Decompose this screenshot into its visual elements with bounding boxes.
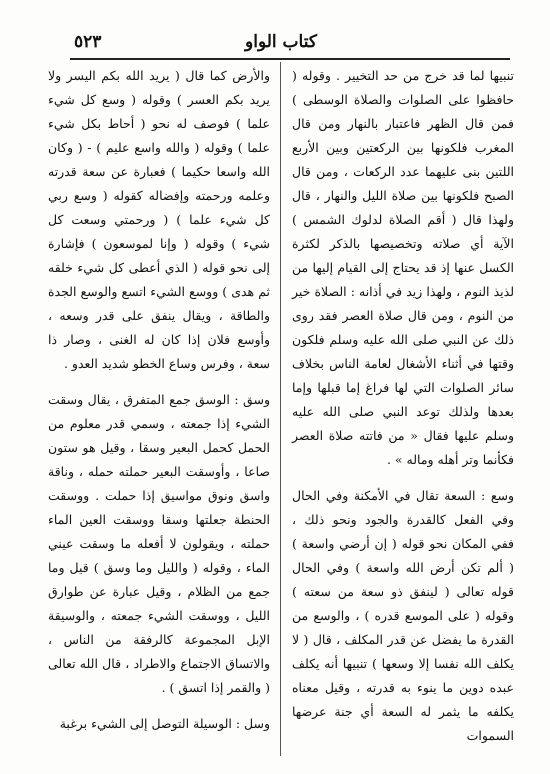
page-number: ٥٢٣ [74,32,102,52]
paragraph-gap [48,376,270,388]
page-header [70,30,492,54]
entry-wasaq: وسق : الوسق جمع المتفرق ، يقال وسقت الشيء إذا جمعته ، وسمي قدر معلوم من الحمل كحمل البعير وسقا ، وقيل هو ستون صاعا ، وأوسقت البعير حملته حمله ، وناقة واسق ونوق مواسيق إذا حملت . ووسقت الحنطة جعلتها وسقا ووسقت العين الماء حملته ، ويقولون لا أفعله ما وسقت عيني الماء ، وقوله ( والليل وما وسق ) قيل وما جمع من الظلام ، وقيل عبارة عن طوارق الليل ، ووسقت الشيء جمعته ، والوسيقة الإبل المجموعة كالرفقة من الناس ، والاتساق الاجتماع والاطراد ، قال الله تعالى ( والقمر إذا اتسق ) . [48,392,270,695]
running-title: كتاب الواو [245,32,317,52]
entry-wasal: وسل : الوسيلة التوصل إلى الشيء برغبة [59,716,270,731]
paragraph-wasa-continued: والأرض كما قال ( يريد الله بكم اليسر ولا يريد بكم العسر ) وقوله ( وسع كل شيء علما ) فوصف له نحو ( أحاط بكل شيء علما ) وقوله ( والله واسع عليم ) - ( وكان الله واسعا حكيما ) فعبارة عن سعة قدرته وعلمه ورحمته وإفضاله كقوله ( وسع ربي كل شيء علما ) ( ورحمتي وسعت كل شيء ) وقوله ( وإنا لموسعون ) فإشارة إلى نحو قوله ( الذي أعطى كل شيء خلقه ثم هدى ) ووسع الشيء اتسع والوسع الجدة والطاقة ، ويقال ينفق على قدر وسعه ، وأوسع فلان إذا كان له الغنى ، وصار ذا سعة ، وفرس وساع الخطو شديد العدو . [48,68,270,371]
header-rule [70,58,510,60]
paragraph-gap [48,700,270,712]
right-column [292,64,514,748]
entry-wasa: وسع : السعة تقال في الأمكنة وفي الحال وفي الفعل كالقدرة والجود ونحو ذلك ، ففي المكان نحو قوله ( إن أرضي واسعة ) ( ألم تكن أرض الله واسعة ) وفي الحال قوله تعالى ( لينفق ذو سعة من سعته ) وقوله ( على الموسع قدره ) ، والوسع من القدرة ما يفضل عن قدر المكلف ، قال ( لا يكلف الله نفسا إلا وسعها ) تنبيها أنه يكلف عبده دوين ما ينوء به قدرته ، وقيل معناه يكلفه ما يثمر له السعة أي جنة عرضها السموات [292,488,514,743]
column-divider [280,62,281,756]
left-column [48,64,270,736]
paragraph-salat-wusta: تنبيها لما قد خرج من حد التخيير . وقوله ( حافظوا على الصلوات والصلاة الوسطى ) فمن قال الظهر فاعتبار بالنهار ومن قال المغرب فلكونها بين الركعتين وبين الأربع اللتين بنى عليهما عدد الركعات ، ومن قال الصبح فلكونها بين صلاة الليل والنهار ، قال ولهذا قال ( أقم الصلاة لدلوك الشمس ) الآية أي صلاته وتخصيصها بالذكر لكثرة الكسل عنها إذ قد يحتاج إلى القيام إليها من لذيذ النوم ، ولهذا زيد في أذانه : الصلاة خير من النوم ، ومن قال صلاة العصر فقد روى ذلك عن النبي صلى الله عليه وسلم فلكون وقتها في أثناء الأشغال لعامة الناس بخلاف سائر الصلوات التي لها فراغ إما قبلها وإما بعدها ولذلك توعد النبي صلى الله عليه وسلم عليها فقال « من فاتته صلاة العصر فكأنما وتر أهله وماله » . [292,68,514,467]
paragraph-gap [292,472,514,484]
